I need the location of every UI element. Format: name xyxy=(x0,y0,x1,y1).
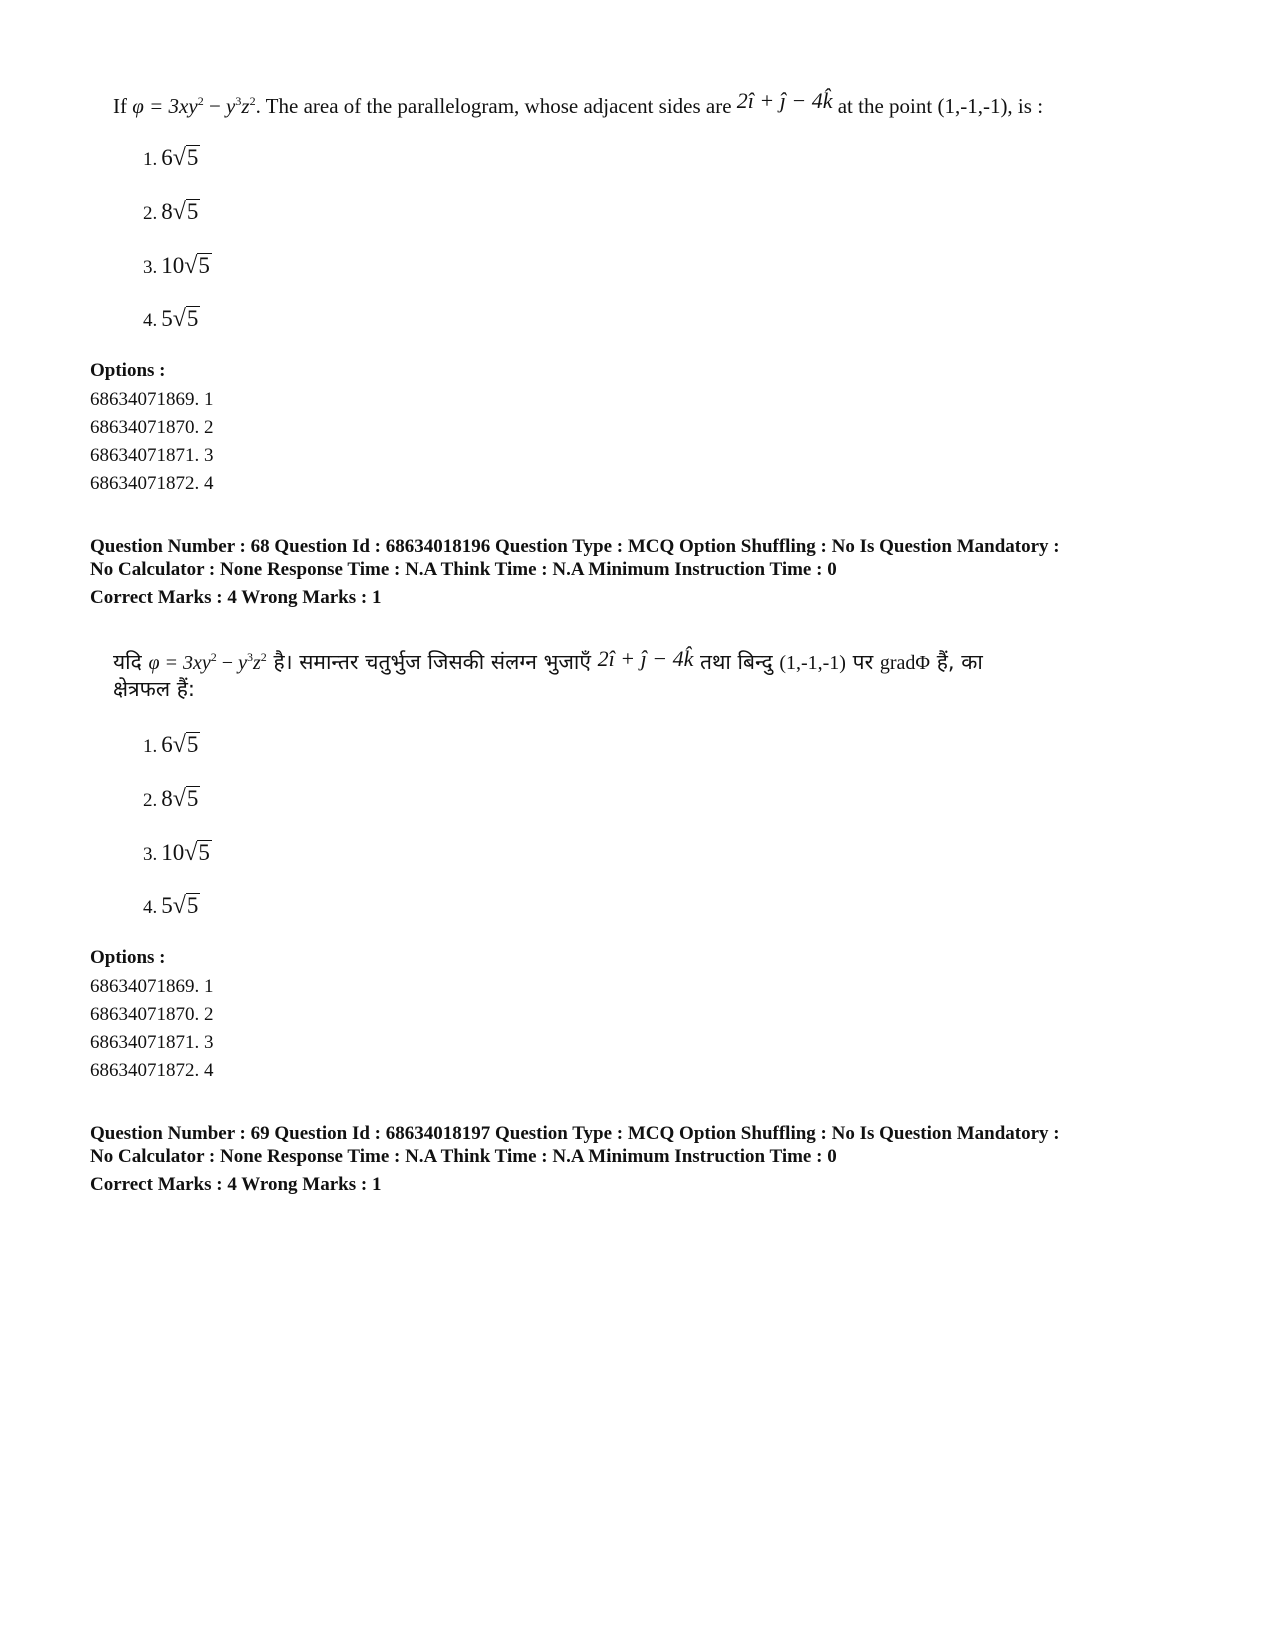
choice-coefficient: 8 xyxy=(161,199,173,224)
option-item: 68634071872. 4 xyxy=(90,1060,214,1081)
stem-vector: 2î + ĵ − 4k̂ xyxy=(597,646,694,671)
meta-line: Question Number : 68 Question Id : 68634018196 Question Type : MCQ Option Shuffling : No Is Question Mandatory : xyxy=(90,536,1060,557)
meta-line: No Calculator : None Response Time : N.A Think Time : N.A Minimum Instruction Time : 0 xyxy=(90,1146,837,1167)
choice-coefficient: 10 xyxy=(161,840,185,865)
sqrt-icon: √ 5 xyxy=(172,199,199,225)
stem-phi: φ = 3 xyxy=(148,652,194,674)
choice-radicand: 5 xyxy=(186,306,199,331)
choice-number: 4. xyxy=(143,310,158,331)
choice-coefficient: 5 xyxy=(161,893,173,918)
option-item: 68634071871. 3 xyxy=(90,1032,214,1053)
choice-number: 2. xyxy=(143,790,158,811)
sqrt-icon: √ 5 xyxy=(172,306,199,332)
choice-number: 3. xyxy=(143,257,158,278)
stem-exp: 2 xyxy=(210,650,217,664)
stem-minus: − xyxy=(203,94,227,118)
sqrt-icon: √ 5 xyxy=(184,253,210,279)
question-68-stem-line2: क्षेत्रफल हैं: xyxy=(113,677,195,701)
choice-1 xyxy=(143,731,200,761)
choice-4 xyxy=(143,892,200,922)
option-item: 68634071869. 1 xyxy=(90,389,214,410)
question-67-stem xyxy=(113,88,1043,119)
choice-number: 1. xyxy=(143,736,158,757)
question-69-meta xyxy=(90,1122,1060,1196)
sqrt-icon: √ 5 xyxy=(172,893,199,919)
stem-end: तथा बिन्दु xyxy=(700,650,773,674)
sqrt-icon: √ 5 xyxy=(184,840,210,866)
choice-1 xyxy=(143,144,200,174)
choice-number: 4. xyxy=(143,897,158,918)
choice-radicand: 5 xyxy=(186,893,199,918)
options-list xyxy=(90,386,214,498)
choice-number: 1. xyxy=(143,149,158,170)
stem-vector: 2î + ĵ − 4k̂ xyxy=(736,88,833,113)
choice-radicand: 5 xyxy=(186,786,199,811)
option-item: 68634071871. 3 xyxy=(90,445,214,466)
stem-exp: 2 xyxy=(249,94,256,108)
meta-line: Question Number : 69 Question Id : 68634018197 Question Type : MCQ Option Shuffling : No Is Question Mandatory : xyxy=(90,1123,1060,1144)
stem-z: z xyxy=(252,652,261,674)
stem-phi: φ = 3 xyxy=(132,94,180,118)
option-item: 68634071869. 1 xyxy=(90,976,214,997)
question-68-stem xyxy=(113,642,983,678)
stem-point: (1,-1,-1) xyxy=(779,652,846,674)
options-list xyxy=(90,973,214,1085)
stem-end: at the point (1,-1,-1), is : xyxy=(837,94,1044,118)
marks-line: Correct Marks : 4 Wrong Marks : 1 xyxy=(90,587,382,608)
choice-radicand: 5 xyxy=(198,253,210,278)
stem-xy: xy xyxy=(193,652,211,674)
choice-coefficient: 5 xyxy=(161,306,173,331)
sqrt-icon: √ 5 xyxy=(172,732,199,758)
stem-rest: . The area of the parallelogram, whose adjacent sides are xyxy=(255,94,732,118)
stem-exp: 3 xyxy=(246,650,253,664)
choice-3 xyxy=(143,252,212,282)
stem-z: z xyxy=(241,94,250,118)
stem-yadi: यदि xyxy=(113,650,142,674)
option-item: 68634071872. 4 xyxy=(90,473,214,494)
stem-end: हैं, का xyxy=(936,650,983,674)
stem-y: y xyxy=(226,94,236,118)
option-item: 68634071870. 2 xyxy=(90,417,214,438)
stem-minus: − xyxy=(216,652,239,674)
choice-coefficient: 6 xyxy=(161,732,173,757)
choice-radicand: 5 xyxy=(186,732,199,757)
choice-radicand: 5 xyxy=(198,840,210,865)
choice-coefficient: 6 xyxy=(161,145,173,170)
choice-3 xyxy=(143,839,212,869)
choice-4 xyxy=(143,305,200,335)
stem-exp: 3 xyxy=(235,94,242,108)
choice-number: 2. xyxy=(143,203,158,224)
options-label: Options : xyxy=(90,947,166,968)
marks-line: Correct Marks : 4 Wrong Marks : 1 xyxy=(90,1174,382,1195)
meta-line: No Calculator : None Response Time : N.A Think Time : N.A Minimum Instruction Time : 0 xyxy=(90,559,837,580)
stem-xy: xy xyxy=(179,94,198,118)
choice-radicand: 5 xyxy=(186,145,199,170)
stem-exp: 2 xyxy=(260,650,267,664)
choice-2 xyxy=(143,198,200,228)
stem-exp: 2 xyxy=(197,94,204,108)
choice-radicand: 5 xyxy=(186,199,199,224)
stem-y: y xyxy=(238,652,247,674)
choice-coefficient: 8 xyxy=(161,786,173,811)
options-label: Options : xyxy=(90,360,166,381)
choice-coefficient: 10 xyxy=(161,253,185,278)
sqrt-icon: √ 5 xyxy=(172,786,199,812)
sqrt-icon: √ 5 xyxy=(172,145,199,171)
option-item: 68634071870. 2 xyxy=(90,1004,214,1025)
choice-2 xyxy=(143,785,200,815)
stem-if: If xyxy=(113,94,127,118)
question-68-meta xyxy=(90,535,1060,609)
stem-grad: gradΦ xyxy=(879,652,931,674)
stem-par: पर xyxy=(852,650,874,674)
choice-number: 3. xyxy=(143,844,158,865)
stem-mid: है। समान्तर चतुर्भुज जिसकी संलग्न भुजाएँ xyxy=(273,650,591,674)
